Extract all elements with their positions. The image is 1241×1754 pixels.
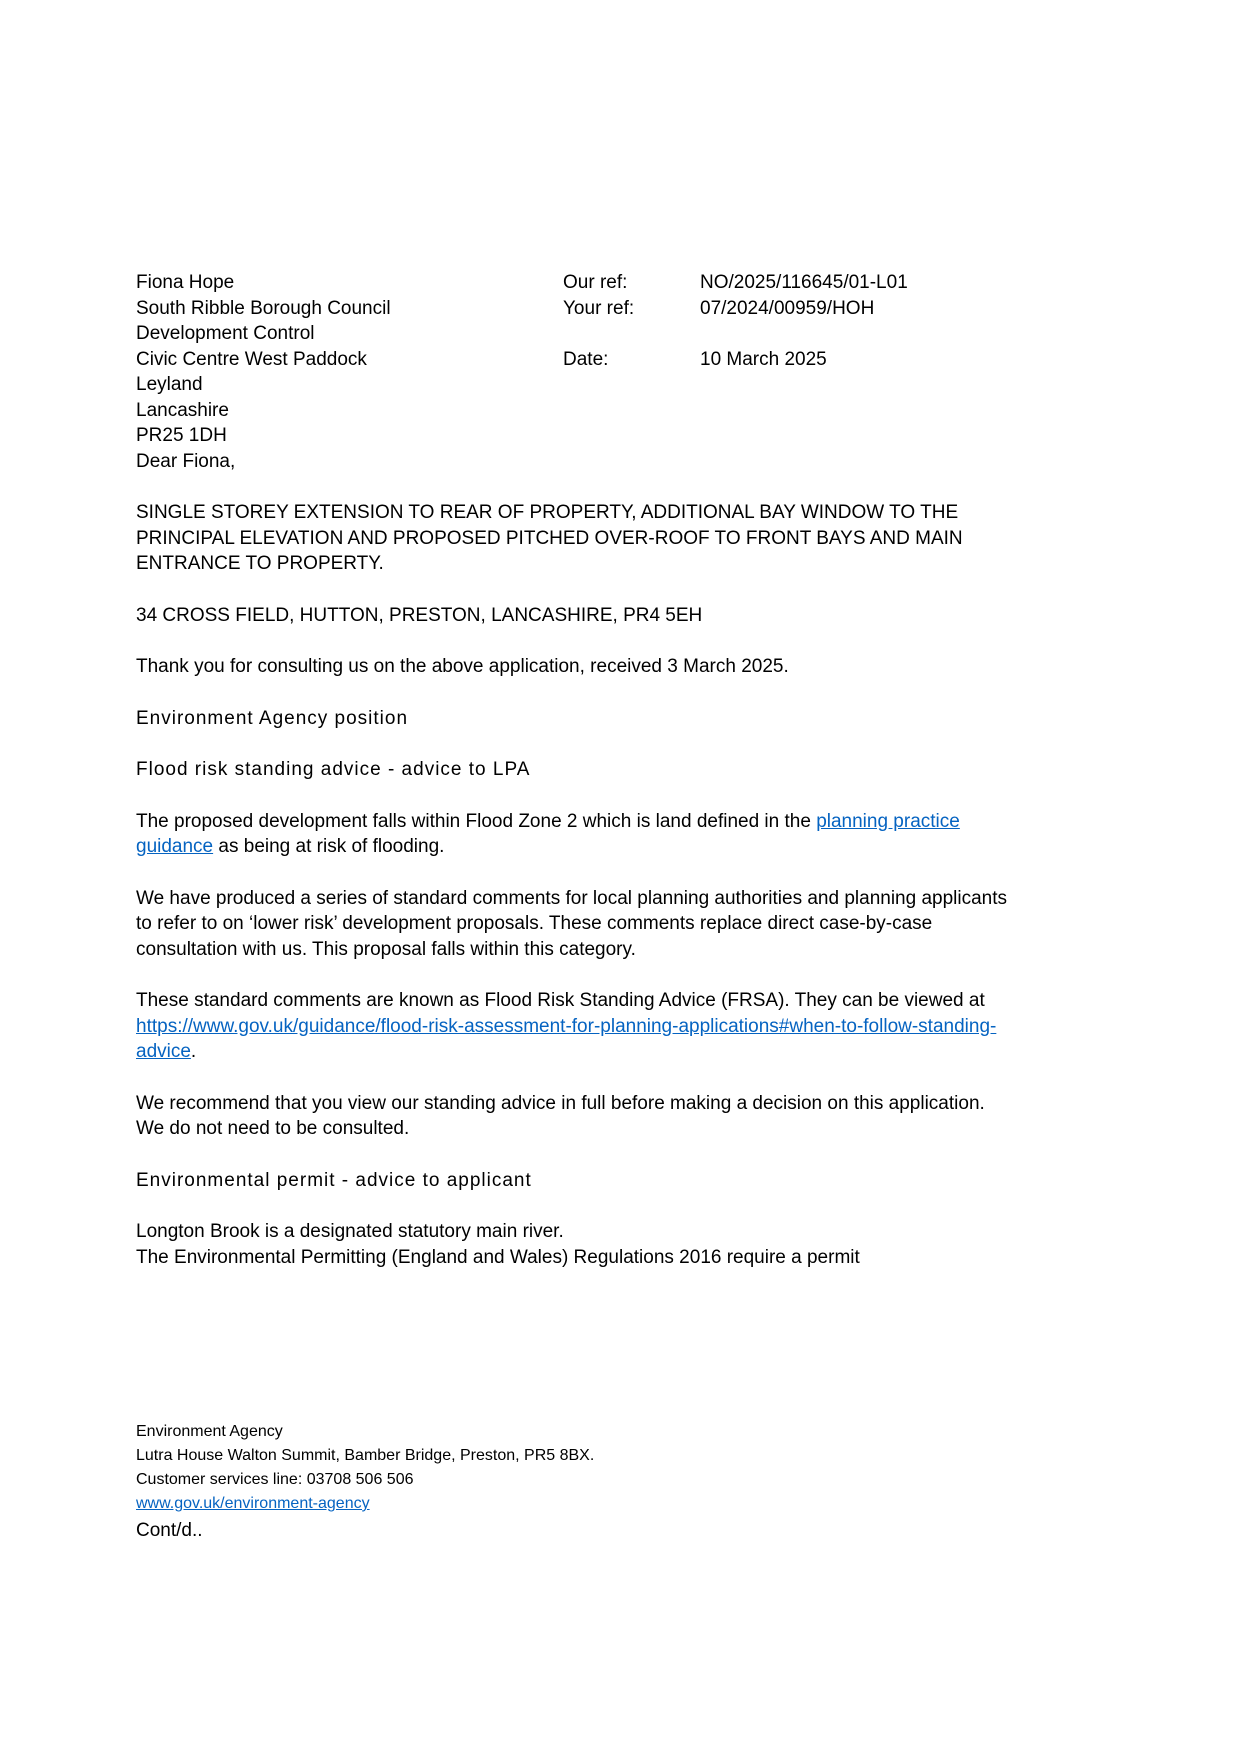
recipient-dept: Development Control (136, 323, 315, 344)
footer-website-link[interactable]: www.gov.uk/environment-agency (136, 1495, 370, 1512)
longton-brook-line1: Longton Brook is a designated statutory main river. (136, 1221, 564, 1242)
recipient-address-block (136, 270, 563, 449)
subject-line: SINGLE STOREY EXTENSION TO REAR OF PROPERTY, ADDITIONAL BAY WINDOW TO THE PRINCIPAL ELEVATION AND PROPOSED PITCHED OVER-ROOF TO FRONT BAYS AND MAIN ENTRANCE TO PROPERTY. (136, 502, 963, 574)
our-ref-label: Our ref: (563, 272, 628, 293)
footer-customer-services: Customer services line: 03708 506 506 (136, 1471, 414, 1488)
our-ref-value: NO/2025/116645/01-L01 (700, 272, 908, 293)
recipient-street: Civic Centre West Paddock (136, 348, 367, 370)
flood-zone-text-pre: The proposed development falls within Flood Zone 2 which is land defined in the (136, 810, 817, 832)
frsa-guidance-link[interactable]: https://www.gov.uk/guidance/flood-risk-assessment-for-planning-applications#when-to-follow-standing-advice (136, 1015, 997, 1062)
flood-zone-text-post: as being at risk of flooding. (213, 836, 445, 857)
planning-practice-guidance-link[interactable]: planning practice guidance (136, 810, 960, 857)
salutation: Dear Fiona, (136, 450, 236, 472)
letter-footer (136, 1420, 594, 1544)
heading-ea-position: Environment Agency position (136, 707, 409, 729)
longton-brook-line2: The Environmental Permitting (England and Wales) Regulations 2016 require a permit (136, 1246, 860, 1268)
standard-comments-paragraph: We have produced a series of standard comments for local planning authorities and planning applicants to refer to on ‘lower risk’ development proposals. These comments replace direct case-by-case consultation with us. This proposal falls within this category. (136, 887, 1008, 960)
recipient-org: South Ribble Borough Council (136, 297, 391, 319)
frsa-text-pre: These standard comments are known as Flood Risk Standing Advice (FRSA). They can be viewed at (136, 990, 985, 1011)
thanks-paragraph: Thank you for consulting us on the above application, received 3 March 2025. (136, 656, 789, 677)
recipient-name: Fiona Hope (136, 272, 235, 293)
reference-block (563, 270, 1013, 449)
date-value: 10 March 2025 (700, 348, 827, 370)
frsa-paragraph (136, 988, 1013, 1065)
our-ref-row (563, 270, 1013, 296)
flood-zone-paragraph (136, 809, 1013, 860)
your-ref-row (563, 296, 1013, 322)
recommend-paragraph: We recommend that you view our standing advice in full before making a decision on this application. We do not need to be consulted. (136, 1092, 985, 1139)
frsa-text-post: . (190, 1041, 197, 1062)
heading-environmental-permit: Environmental permit - advice to applicant (136, 1169, 532, 1191)
footer-agency-name: Environment Agency (136, 1423, 283, 1440)
recipient-postcode: PR25 1DH (136, 425, 227, 446)
recipient-town: Leyland (136, 374, 203, 395)
recipient-county: Lancashire (136, 399, 229, 421)
heading-flood-risk-advice: Flood risk standing advice - advice to LPA (136, 759, 531, 780)
continued-marker: Cont/d.. (136, 1520, 203, 1541)
site-address: 34 CROSS FIELD, HUTTON, PRESTON, LANCASHIRE, PR4 5EH (136, 604, 703, 626)
letter-header (136, 270, 1013, 449)
date-label: Date: (563, 348, 609, 370)
your-ref-value: 07/2024/00959/HOH (700, 297, 875, 319)
date-row (563, 347, 1013, 373)
longton-brook-paragraph (136, 1219, 1013, 1270)
footer-address: Lutra House Walton Summit, Bamber Bridge, Preston, PR5 8BX. (136, 1447, 595, 1464)
your-ref-label: Your ref: (563, 297, 635, 319)
